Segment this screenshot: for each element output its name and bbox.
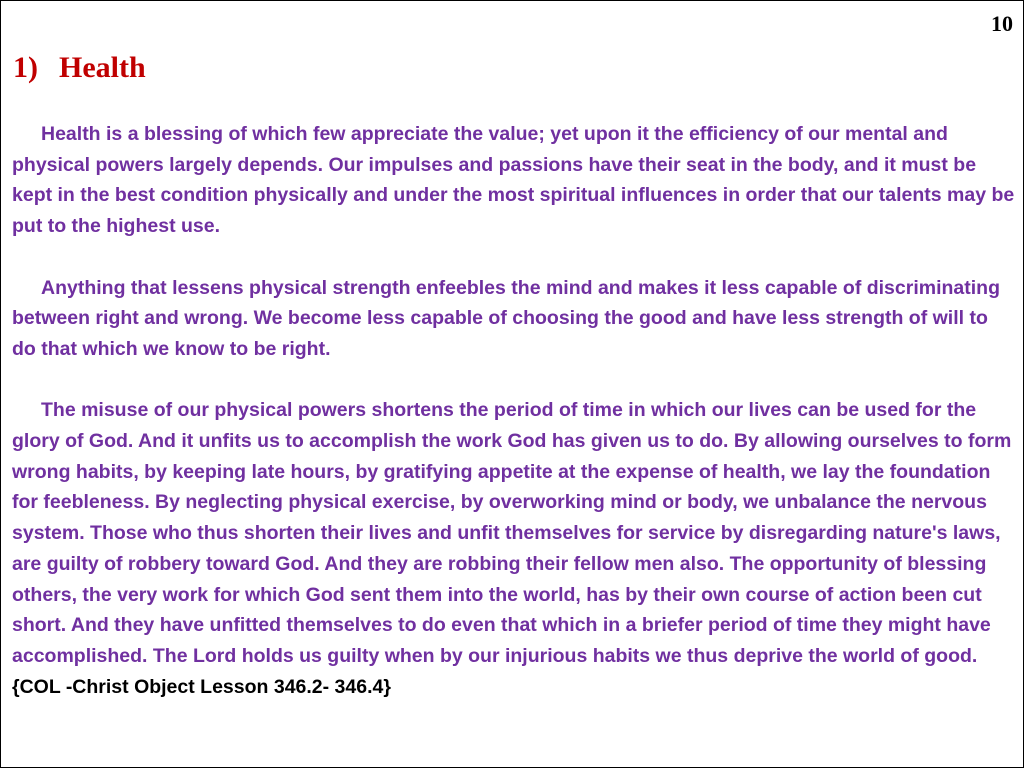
- heading-title: Health: [59, 51, 146, 84]
- paragraph-3: [12, 395, 1015, 702]
- citation: {COL -Christ Object Lesson 346.2- 346.4}: [12, 675, 391, 698]
- page-number: 10: [991, 11, 1013, 36]
- heading-number: 1): [13, 51, 38, 84]
- body-text: [12, 119, 1015, 702]
- paragraph-2: Anything that lessens physical strength enfeebles the mind and makes it less capable of discriminating between right and wrong. We become less capable of choosing the good and have less strength of will to do that which we know to be right.: [12, 276, 1001, 360]
- section-heading: [13, 51, 146, 85]
- paragraph-1: Health is a blessing of which few appreciate the value; yet upon it the efficiency of our mental and physical powers largely depends. Our impulses and passions have their seat in the body, and it must be kept in the best condition physically and under the most spiritual influences in order that our talents may be put to the highest use.: [12, 123, 1015, 238]
- paragraph-3-text: The misuse of our physical powers shortens the period of time in which our lives can be used for the glory of God. And it unfits us to accomplish the work God has given us to do. By allowing ourselves to form wrong habits, by keeping late hours, by gratifying appetite at the expense of health, we lay the foundation for feebleness. By neglecting physical exercise, by overworking mind or body, we unbalance the nervous system. Those who thus shorten their lives and unfit themselves for service by disregarding nature's laws, are guilty of robbery toward God. And they are robbing their fellow men also. The opportunity of blessing others, the very work for which God sent them into the world, has by their own course of action been cut short. And they have unfitted themselves to do even that which in a briefer period of time they might have accomplished. The Lord holds us guilty when by our injurious habits we thus deprive the world of good.: [12, 399, 1012, 667]
